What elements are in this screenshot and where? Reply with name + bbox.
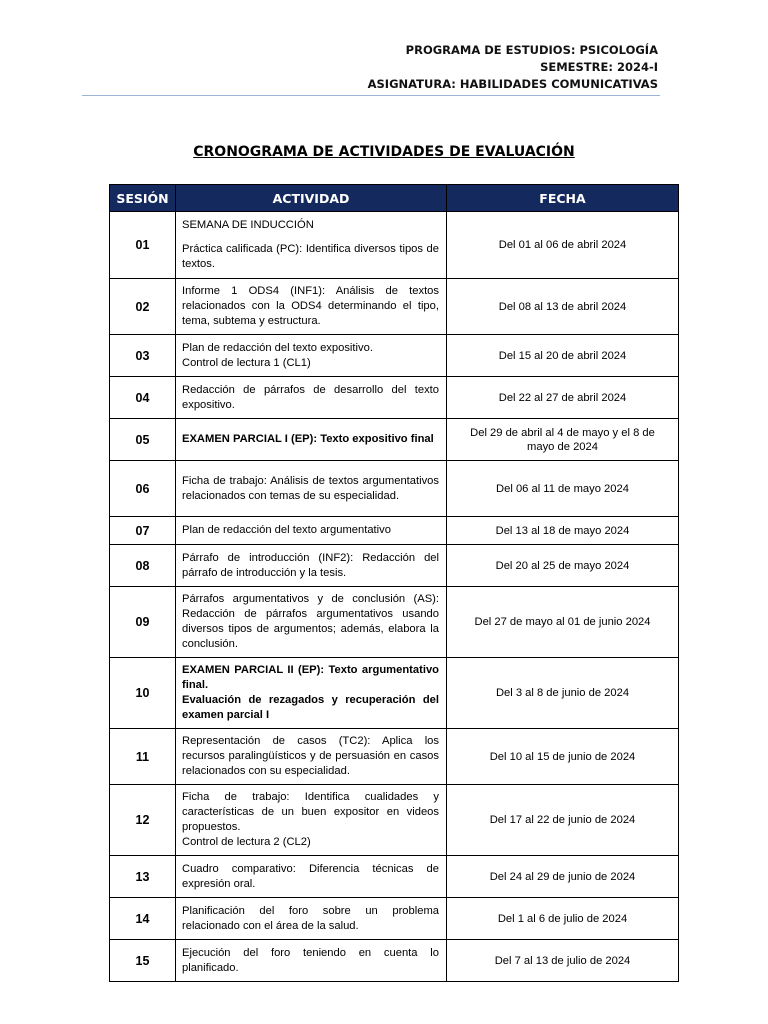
session-number: 03: [110, 335, 176, 377]
session-number: 10: [110, 658, 176, 729]
date-cell: Del 24 al 29 de junio de 2024: [447, 856, 679, 898]
schedule-table: [109, 184, 679, 982]
table-row: [110, 517, 679, 545]
date-cell: Del 1 al 6 de julio de 2024: [447, 898, 679, 940]
session-number: 01: [110, 212, 176, 279]
session-number: 04: [110, 377, 176, 419]
session-number: 11: [110, 729, 176, 785]
date-cell: Del 27 de mayo al 01 de junio 2024: [447, 587, 679, 658]
table-row: [110, 545, 679, 587]
activity-cell: [176, 785, 447, 856]
table-row: [110, 461, 679, 517]
activity-cell: [176, 545, 447, 587]
activity-text: Cuadro comparativo: Diferencia técnicas de expresión oral.: [182, 862, 439, 890]
activity-text: SEMANA DE INDUCCIÓN: [182, 219, 314, 231]
activity-text: Representación de casos (TC2): Aplica los recursos paralingüísticos y de persuasión en casos relacionados con su especialidad.: [182, 735, 439, 777]
activity-text: Ficha de trabajo: Análisis de textos argumentativos relacionados con temas de su especialidad.: [182, 474, 439, 502]
table-row: [110, 377, 679, 419]
activity-text: Párrafos argumentativos y de conclusión (AS): Redacción de párrafos argumentativos usando diversos tipos de argumentos; además, elabora la conclusión.: [182, 593, 439, 650]
table-row: [110, 856, 679, 898]
activity-text: Párrafo de introducción (INF2): Redacción del párrafo de introducción y la tesis.: [182, 551, 439, 579]
activity-text: Ficha de trabajo: Identifica cualidades y características de un buen expositor en videos propuestos.: [182, 791, 439, 833]
table-row: [110, 898, 679, 940]
session-number: 06: [110, 461, 176, 517]
table-row: [110, 658, 679, 729]
date-cell: Del 15 al 20 de abril 2024: [447, 335, 679, 377]
activity-text: Redacción de párrafos de desarrollo del texto expositivo.: [182, 383, 439, 411]
activity-text: EXAMEN PARCIAL I (EP): Texto expositivo final: [182, 433, 434, 445]
page-title: CRONOGRAMA DE ACTIVIDADES DE EVALUACIÓN: [193, 144, 575, 160]
date-cell: Del 7 al 13 de julio de 2024: [447, 940, 679, 982]
column-header-fecha: FECHA: [447, 185, 679, 212]
date-cell: Del 13 al 18 de mayo 2024: [447, 517, 679, 545]
session-number: 09: [110, 587, 176, 658]
table-row: [110, 335, 679, 377]
session-number: 13: [110, 856, 176, 898]
activity-text: Plan de redacción del texto expositivo.: [182, 341, 373, 354]
activity-text: Práctica calificada (PC): Identifica diversos tipos de textos.: [182, 243, 439, 270]
activity-cell: [176, 279, 447, 335]
activity-cell: [176, 587, 447, 658]
table-row: [110, 212, 679, 279]
activity-cell: [176, 729, 447, 785]
date-cell: Del 17 al 22 de junio de 2024: [447, 785, 679, 856]
date-cell: Del 10 al 15 de junio de 2024: [447, 729, 679, 785]
table-row: [110, 940, 679, 982]
date-cell: Del 20 al 25 de mayo 2024: [447, 545, 679, 587]
document-header: [368, 42, 658, 93]
activity-cell: [176, 335, 447, 377]
table-header-row: [110, 185, 679, 212]
activity-text: Planificación del foro sobre un problema relacionado con el área de la salud.: [182, 904, 439, 932]
table-row: [110, 587, 679, 658]
header-divider: [82, 95, 660, 96]
session-number: 07: [110, 517, 176, 545]
column-header-sesion: SESIÓN: [110, 185, 176, 212]
date-cell: Del 3 al 8 de junio de 2024: [447, 658, 679, 729]
table-row: [110, 419, 679, 461]
date-cell: Del 01 al 06 de abril 2024: [447, 212, 679, 279]
course-label: ASIGNATURA: HABILIDADES COMUNICATIVAS: [367, 77, 658, 91]
activity-cell: [176, 212, 447, 279]
program-label: PROGRAMA DE ESTUDIOS: PSICOLOGÍA: [405, 43, 658, 57]
activity-cell: [176, 461, 447, 517]
activity-text: Control de lectura 1 (CL1): [182, 356, 311, 369]
activity-cell: [176, 898, 447, 940]
activity-text: Informe 1 ODS4 (INF1): Análisis de textos relacionados con la ODS4 determinando el tipo, tema, subtema y estructura.: [182, 285, 439, 327]
activity-text: Plan de redacción del texto argumentativo: [182, 524, 391, 536]
session-number: 15: [110, 940, 176, 982]
activity-cell: [176, 377, 447, 419]
column-header-actividad: ACTIVIDAD: [176, 185, 447, 212]
table-row: [110, 279, 679, 335]
table-row: [110, 785, 679, 856]
activity-cell: [176, 517, 447, 545]
activity-cell: [176, 658, 447, 729]
semester-label: SEMESTRE: 2024-I: [540, 60, 658, 74]
session-number: 12: [110, 785, 176, 856]
date-cell: Del 29 de abril al 4 de mayo y el 8 de mayo de 2024: [447, 419, 679, 461]
session-number: 02: [110, 279, 176, 335]
date-cell: Del 06 al 11 de mayo 2024: [447, 461, 679, 517]
activity-text: Control de lectura 2 (CL2): [182, 836, 311, 848]
date-cell: Del 08 al 13 de abril 2024: [447, 279, 679, 335]
activity-text: Evaluación de rezagados y recuperación del examen parcial I: [182, 694, 439, 721]
session-number: 08: [110, 545, 176, 587]
activity-text: Ejecución del foro teniendo en cuenta lo planificado.: [182, 946, 439, 974]
session-number: 05: [110, 419, 176, 461]
activity-cell: [176, 419, 447, 461]
activity-cell: [176, 940, 447, 982]
table-row: [110, 729, 679, 785]
session-number: 14: [110, 898, 176, 940]
date-cell: Del 22 al 27 de abril 2024: [447, 377, 679, 419]
activity-cell: [176, 856, 447, 898]
activity-text: EXAMEN PARCIAL II (EP): Texto argumentativo final.: [182, 664, 439, 691]
